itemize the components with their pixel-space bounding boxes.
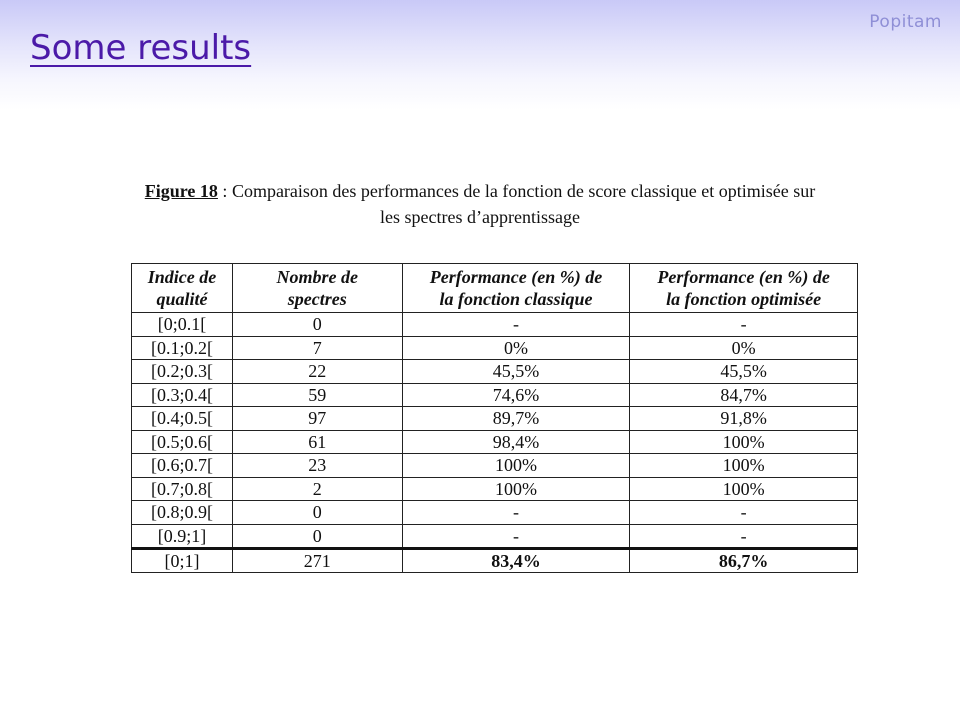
cell-optimised-performance: 100% [630, 454, 858, 478]
cell-quality-index: [0.4;0.5[ [132, 407, 233, 431]
table-header-row [132, 264, 858, 313]
cell-spectra-count: 22 [232, 360, 402, 384]
cell-optimised-performance: 91,8% [630, 407, 858, 431]
cell-classic-performance: - [402, 501, 630, 525]
cell-classic-performance: 83,4% [402, 549, 630, 573]
cell-classic-performance: 98,4% [402, 430, 630, 454]
table-row [132, 524, 858, 549]
cell-spectra-count: 59 [232, 383, 402, 407]
cell-classic-performance: 45,5% [402, 360, 630, 384]
cell-classic-performance: 0% [402, 336, 630, 360]
cell-spectra-count: 23 [232, 454, 402, 478]
table-total-row [132, 549, 858, 573]
cell-quality-index: [0.3;0.4[ [132, 383, 233, 407]
header-quality-index: Indice de qualité [132, 264, 233, 313]
cell-quality-index: [0.5;0.6[ [132, 430, 233, 454]
cell-quality-index: [0.6;0.7[ [132, 454, 233, 478]
table-row [132, 313, 858, 337]
table-row [132, 407, 858, 431]
header-spectra-count: Nombre de spectres [232, 264, 402, 313]
cell-optimised-performance: - [630, 524, 858, 549]
cell-quality-index: [0.8;0.9[ [132, 501, 233, 525]
table-row [132, 501, 858, 525]
cell-quality-index: [0.7;0.8[ [132, 477, 233, 501]
cell-optimised-performance: 86,7% [630, 549, 858, 573]
cell-spectra-count: 0 [232, 524, 402, 549]
cell-optimised-performance: 100% [630, 477, 858, 501]
cell-classic-performance: - [402, 313, 630, 337]
cell-classic-performance: - [402, 524, 630, 549]
cell-classic-performance: 100% [402, 454, 630, 478]
cell-optimised-performance: 0% [630, 336, 858, 360]
results-table [131, 263, 858, 573]
caption-line-1: Comparaison des performances de la fonction de score classique et optimisée sur [231, 181, 816, 201]
table-row [132, 360, 858, 384]
table-row [132, 336, 858, 360]
figure-caption [100, 178, 860, 230]
cell-spectra-count: 0 [232, 501, 402, 525]
cell-spectra-count: 7 [232, 336, 402, 360]
cell-quality-index: [0.2;0.3[ [132, 360, 233, 384]
caption-line-2: les spectres d’apprentissage [380, 207, 580, 227]
table-row [132, 454, 858, 478]
cell-spectra-count: 97 [232, 407, 402, 431]
brand-label: Popitam [869, 12, 942, 32]
cell-optimised-performance: 84,7% [630, 383, 858, 407]
cell-quality-index: [0;0.1[ [132, 313, 233, 337]
cell-quality-index: [0.9;1] [132, 524, 233, 549]
cell-classic-performance: 89,7% [402, 407, 630, 431]
cell-quality-index: [0;1] [132, 549, 233, 573]
cell-quality-index: [0.1;0.2[ [132, 336, 233, 360]
header-classic-performance: Performance (en %) de la fonction classique [402, 264, 630, 313]
figure-label: Figure 18 [144, 181, 218, 201]
slide-title: Some results [30, 28, 252, 68]
cell-optimised-performance: 100% [630, 430, 858, 454]
header-optimised-performance: Performance (en %) de la fonction optimisée [630, 264, 858, 313]
cell-spectra-count: 61 [232, 430, 402, 454]
cell-classic-performance: 74,6% [402, 383, 630, 407]
cell-optimised-performance: - [630, 501, 858, 525]
caption-separator: : [217, 181, 232, 201]
table-row [132, 430, 858, 454]
cell-spectra-count: 0 [232, 313, 402, 337]
table-row [132, 477, 858, 501]
cell-spectra-count: 2 [232, 477, 402, 501]
cell-optimised-performance: 45,5% [630, 360, 858, 384]
cell-optimised-performance: - [630, 313, 858, 337]
table-row [132, 383, 858, 407]
cell-spectra-count: 271 [232, 549, 402, 573]
cell-classic-performance: 100% [402, 477, 630, 501]
